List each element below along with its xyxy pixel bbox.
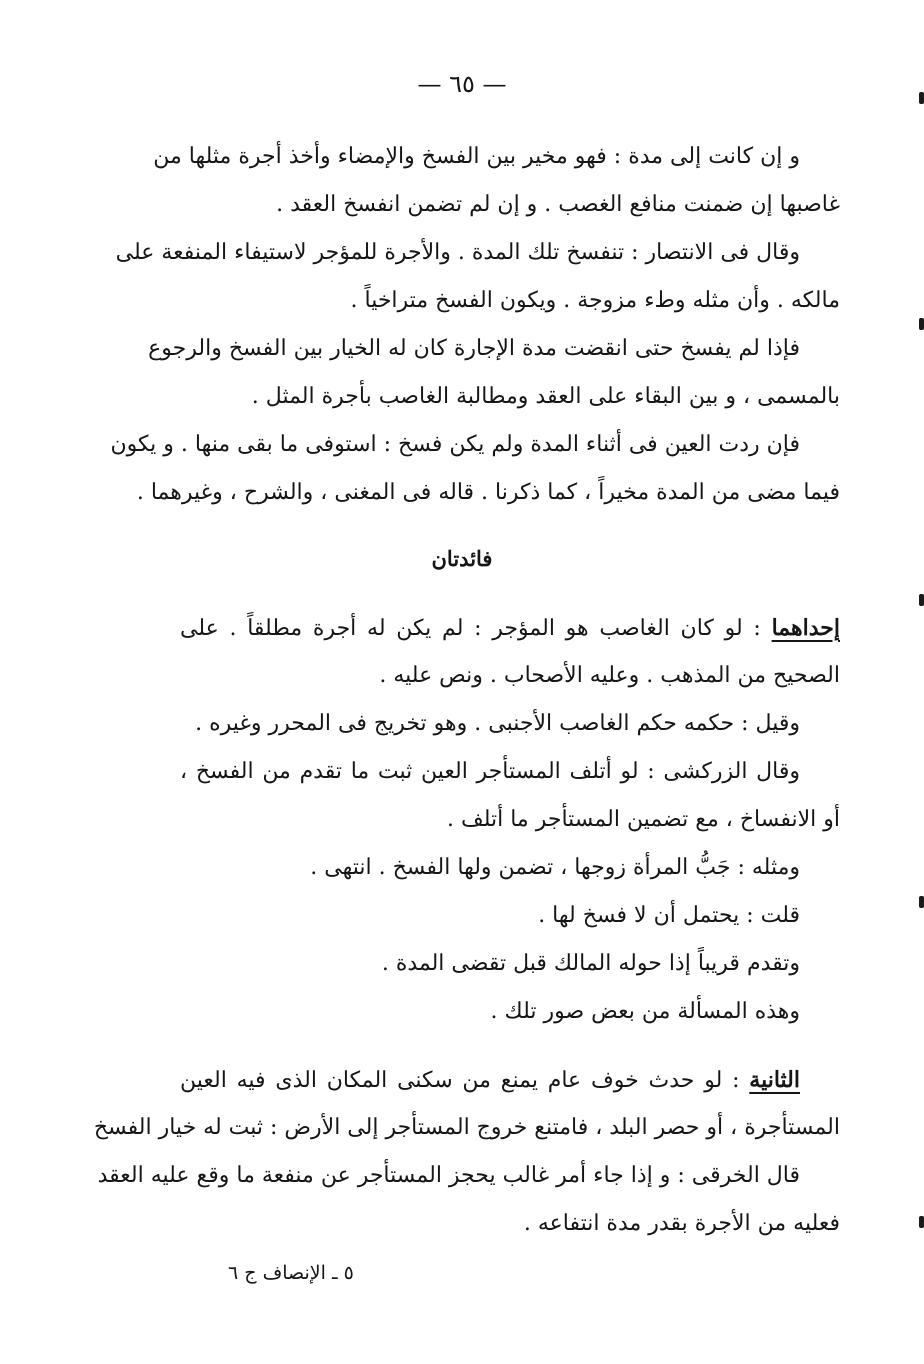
text-line: قلت : يحتمل أن لا فسخ لها . <box>538 903 800 928</box>
text-line: فإن ردت العين فى أثناء المدة ولم يكن فسخ : استوفى ما بقى منها . و يكون <box>110 432 800 457</box>
first-point-label: إحداهما <box>771 615 840 641</box>
text-line: مالكه . وأن مثله وطء مزوجة . ويكون الفسخ متراخياً . <box>350 288 840 313</box>
text-line: فعليه من الأجرة بقدر مدة انتفاعه . <box>523 1211 840 1236</box>
scan-margin-mark <box>919 896 924 908</box>
first-point-text: : لو كان الغاصب هو المؤجر : لم يكن له أجرة مطلقاً . على <box>180 616 772 641</box>
text-line: أو الانفساخ ، مع تضمين المستأجر ما أتلف . <box>446 807 840 832</box>
text-line: الصحيح من المذهب . وعليه الأصحاب . ونص عليه . <box>379 663 840 688</box>
scan-margin-mark <box>919 594 924 606</box>
text-line-second <box>180 1056 840 1104</box>
text-line: وهذه المسألة من بعض صور تلك . <box>490 999 800 1024</box>
second-point-text: : لو حدث خوف عام يمنع من سكنى المكان الذى فيه العين <box>180 1068 750 1093</box>
second-point-label: الثانية <box>749 1067 800 1093</box>
scan-margin-mark <box>919 92 924 104</box>
paragraph-block-2 <box>180 604 840 1036</box>
text-line: غاصبها إن ضمنت منافع الغصب . و إن لم تضمن انفسخ العقد . <box>276 192 840 217</box>
page-footer: ٥ ـ الإنصاف ج ٦ <box>228 1262 354 1284</box>
text-line: فإذا لم يفسخ حتى انقضت مدة الإجارة كان له الخيار بين الفسخ والرجوع <box>148 336 800 361</box>
text-line: فيما مضى من المدة مخيراً ، كما ذكرنا . قاله فى المغنى ، والشرح ، وغيرهما . <box>136 480 840 505</box>
text-line: المستأجرة ، أو حصر البلد ، فامتنع خروج المستأجر إلى الأرض : ثبت له خيار الفسخ <box>93 1115 840 1140</box>
text-line: قال الخرقى : و إذا جاء أمر غالب يحجز المستأجر عن منفعة ما وقع عليه العقد <box>97 1163 800 1188</box>
scan-margin-mark <box>919 1216 924 1228</box>
paragraph-block-3 <box>93 1056 840 1248</box>
paragraph-block-1 <box>110 133 840 517</box>
text-line: وقال الزركشى : لو أتلف المستأجر العين ثبت ما تقدم من الفسخ ، <box>180 759 800 784</box>
text-line: بالمسمى ، و بين البقاء على العقد ومطالبة الغاصب بأجرة المثل . <box>251 384 840 409</box>
text-line: ومثله : جَبُّ المرأة زوجها ، تضمن ولها الفسخ . انتهى . <box>310 855 800 880</box>
text-line: وتقدم قريباً إذا حوله المالك قبل تقضى المدة . <box>381 951 800 976</box>
text-line: وقيل : حكمه حكم الغاصب الأجنبى . وهو تخريج فى المحرر وغيره . <box>195 711 800 736</box>
text-line: وقال فى الانتصار : تنفسخ تلك المدة . والأجرة للمؤجر لاستيفاء المنفعة على <box>115 240 800 265</box>
scan-margin-mark <box>919 318 924 330</box>
text-line-first <box>180 604 840 652</box>
text-line: و إن كانت إلى مدة : فهو مخير بين الفسخ والإمضاء وأخذ أجرة مثلها من <box>153 144 800 169</box>
page-number: — ٦٥ — <box>417 70 507 98</box>
section-heading: فائدتان <box>431 546 493 571</box>
